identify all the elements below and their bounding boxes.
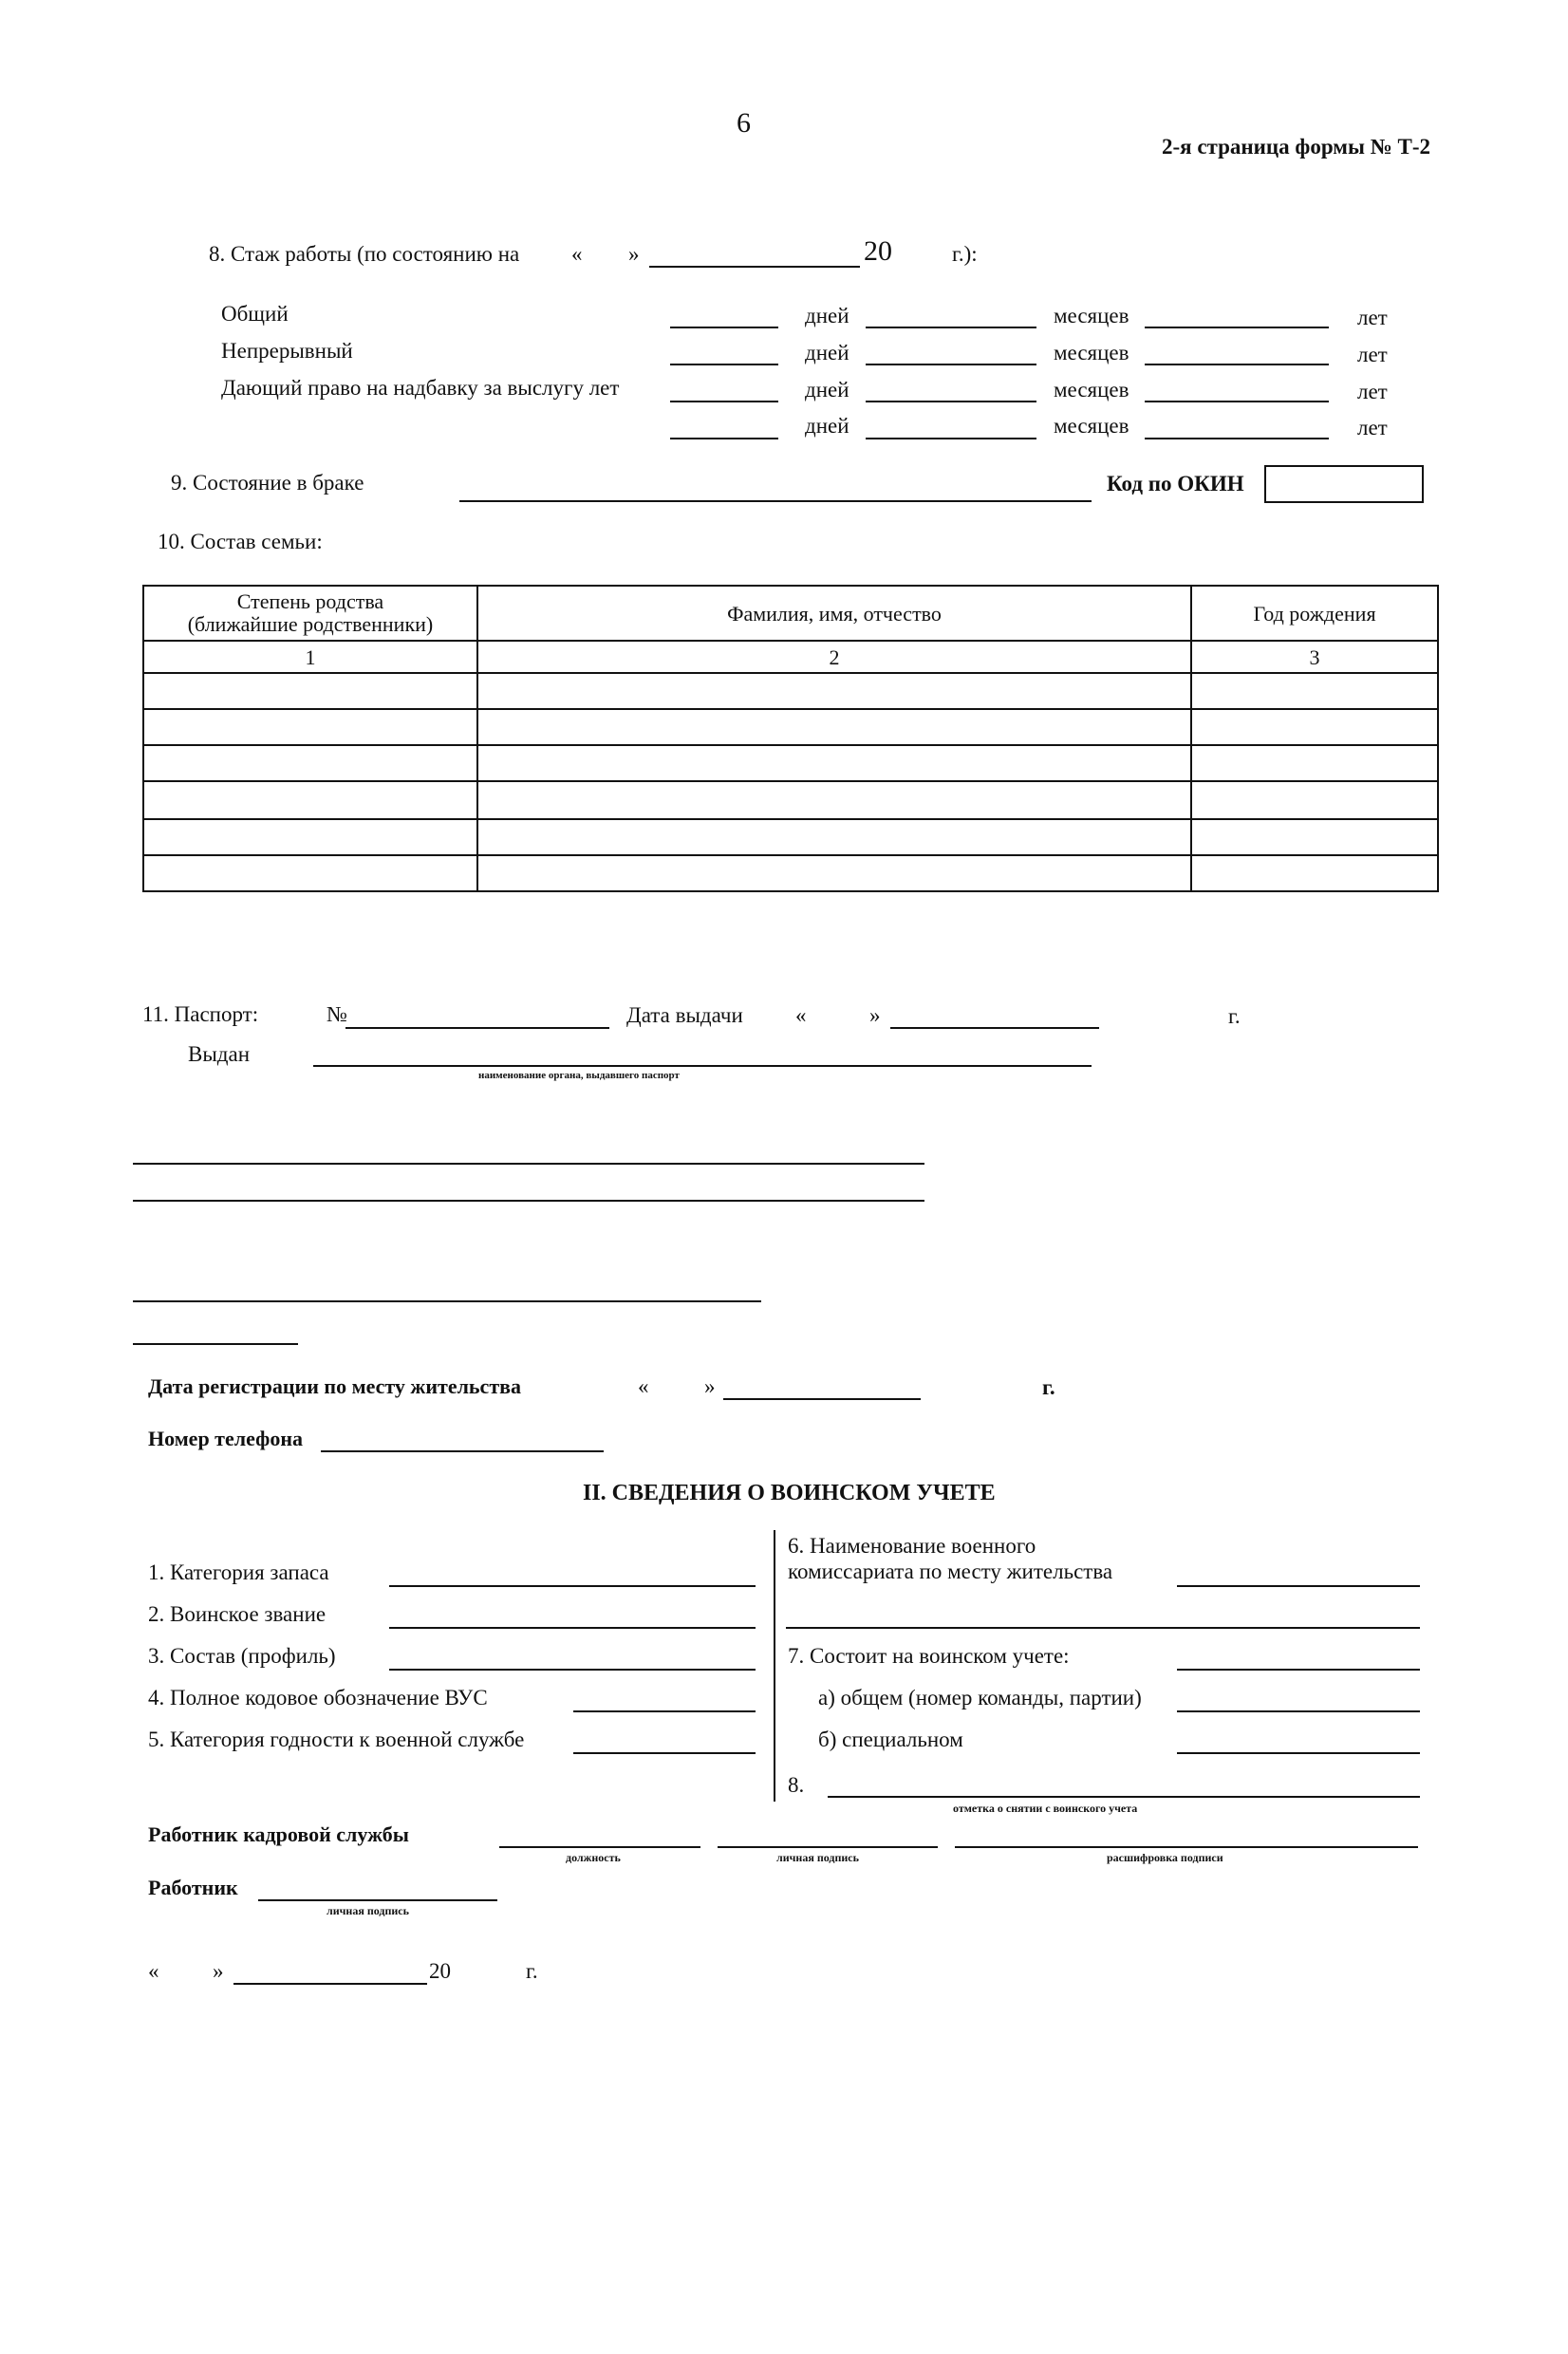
phone-label: Номер телефона xyxy=(148,1427,304,1450)
s8-quote-close: » xyxy=(628,242,640,266)
table-cell[interactable] xyxy=(477,745,1191,781)
issued-by-label: Выдан xyxy=(188,1042,251,1066)
date-year-suffix: г. xyxy=(526,1959,538,1983)
hr-worker-label: Работник кадровой службы xyxy=(148,1822,409,1846)
phone-field[interactable] xyxy=(321,1450,604,1452)
worker-signature-field[interactable] xyxy=(258,1899,497,1901)
table-cell[interactable] xyxy=(143,709,477,745)
s8-row-label: Дающий право на надбавку за выслугу лет xyxy=(221,376,620,400)
table-cell[interactable] xyxy=(1191,745,1438,781)
header-relationship: Степень родства (ближайшие родственники) xyxy=(143,586,477,641)
issued-by-caption: наименование органа, выдавшего паспорт xyxy=(478,1070,680,1081)
vus-code-field[interactable] xyxy=(573,1710,756,1712)
table-row xyxy=(143,673,1438,709)
s8-quote-open: « xyxy=(571,242,583,266)
s8-date-month-field[interactable] xyxy=(649,266,860,268)
general-registration-field[interactable] xyxy=(1177,1710,1420,1712)
table-cell[interactable] xyxy=(477,673,1191,709)
s11-label: 11. Паспорт: xyxy=(142,1002,259,1026)
s8-years-unit: лет xyxy=(1357,343,1388,366)
reserve-category-label: 1. Категория запаса xyxy=(148,1560,329,1584)
reserve-category-field[interactable] xyxy=(389,1585,756,1587)
table-row xyxy=(143,745,1438,781)
table-cell[interactable] xyxy=(143,819,477,855)
issue-year-suffix: г. xyxy=(1228,1004,1241,1028)
s8-months-field[interactable] xyxy=(866,438,1036,439)
extra-field-2[interactable] xyxy=(133,1343,298,1345)
s8-row-label: Общий xyxy=(221,302,289,326)
s8-days-unit: дней xyxy=(805,378,849,402)
s8-months-field[interactable] xyxy=(866,364,1036,365)
family-table xyxy=(142,585,1439,892)
s8-months-unit: месяцев xyxy=(1054,378,1129,402)
table-row xyxy=(143,855,1438,891)
s8-days-unit: дней xyxy=(805,304,849,327)
s8-years-unit: лет xyxy=(1357,416,1388,439)
page-number: 6 xyxy=(737,107,751,139)
header-full-name: Фамилия, имя, отчество xyxy=(477,586,1191,641)
okin-label: Код по ОКИН xyxy=(1107,472,1244,495)
table-cell[interactable] xyxy=(477,709,1191,745)
table-row xyxy=(143,819,1438,855)
col-number: 3 xyxy=(1191,641,1438,673)
hr-decoding-field[interactable] xyxy=(955,1846,1418,1848)
worker-signature-caption: личная подпись xyxy=(327,1904,409,1917)
table-cell[interactable] xyxy=(143,781,477,819)
military-heading: II. СВЕДЕНИЯ О ВОИНСКОМ УЧЕТЕ xyxy=(583,1481,996,1505)
header-birth-year: Год рождения xyxy=(1191,586,1438,641)
col-number: 1 xyxy=(143,641,477,673)
date-month-field[interactable] xyxy=(233,1983,427,1985)
table-cell[interactable] xyxy=(1191,709,1438,745)
table-cell[interactable] xyxy=(143,745,477,781)
issued-by-field-2[interactable] xyxy=(133,1163,924,1165)
commissariat-label-line1: 6. Наименование военного xyxy=(788,1534,1036,1558)
table-row xyxy=(143,781,1438,819)
issue-month-field[interactable] xyxy=(890,1027,1099,1029)
registration-quote-close: » xyxy=(704,1374,716,1398)
registered-field[interactable] xyxy=(1177,1669,1420,1671)
worker-label: Работник xyxy=(148,1876,238,1899)
extra-field-1[interactable] xyxy=(133,1300,761,1302)
military-rank-label: 2. Воинское звание xyxy=(148,1602,327,1626)
date-quote-close: » xyxy=(213,1959,224,1983)
deregistration-caption: отметка о снятии с воинского учета xyxy=(953,1802,1138,1815)
s8-days-field[interactable] xyxy=(670,438,778,439)
issue-date-label: Дата выдачи xyxy=(626,1003,743,1027)
date-quote-open: « xyxy=(148,1959,159,1983)
s8-label: 8. Стаж работы (по состоянию на xyxy=(209,242,520,266)
s8-year-prefix: 20 xyxy=(864,235,892,267)
s8-years-field[interactable] xyxy=(1145,327,1329,328)
registration-year-suffix: г. xyxy=(1042,1375,1055,1399)
military-column-divider xyxy=(774,1530,775,1802)
commissariat-field[interactable] xyxy=(1177,1585,1420,1587)
s8-days-field[interactable] xyxy=(670,364,778,365)
vus-code-label: 4. Полное кодовое обозначение ВУС xyxy=(148,1686,488,1709)
table-cell[interactable] xyxy=(477,819,1191,855)
table-cell[interactable] xyxy=(1191,673,1438,709)
s8-months-field[interactable] xyxy=(866,327,1036,328)
commissariat-field-2[interactable] xyxy=(786,1627,1420,1629)
s8-days-unit: дней xyxy=(805,414,849,438)
composition-field[interactable] xyxy=(389,1669,756,1671)
issued-by-field[interactable] xyxy=(313,1065,1092,1067)
s8-days-field[interactable] xyxy=(670,327,778,328)
table-cell[interactable] xyxy=(143,855,477,891)
table-cell[interactable] xyxy=(143,673,477,709)
s10-label: 10. Состав семьи: xyxy=(158,530,323,553)
fitness-category-field[interactable] xyxy=(573,1752,756,1754)
s8-years-unit: лет xyxy=(1357,380,1388,403)
s8-days-unit: дней xyxy=(805,341,849,364)
okin-code-box[interactable] xyxy=(1264,465,1424,503)
s8-days-field[interactable] xyxy=(670,401,778,402)
registration-quote-open: « xyxy=(638,1374,649,1398)
hr-decoding-caption: расшифровка подписи xyxy=(1107,1851,1223,1864)
s8-years-field[interactable] xyxy=(1145,438,1329,439)
s9-label: 9. Состояние в браке xyxy=(171,471,364,495)
deregistration-field[interactable] xyxy=(828,1796,1420,1798)
hr-position-caption: должность xyxy=(566,1851,621,1864)
table-row xyxy=(143,709,1438,745)
composition-label: 3. Состав (профиль) xyxy=(148,1644,336,1668)
hr-signature-field[interactable] xyxy=(718,1846,938,1848)
form-reference: 2-я страница формы № Т-2 xyxy=(1162,135,1431,159)
s8-years-field[interactable] xyxy=(1145,401,1329,402)
col-number: 2 xyxy=(477,641,1191,673)
date-year-prefix: 20 xyxy=(429,1959,451,1983)
s8-months-field[interactable] xyxy=(866,401,1036,402)
deregistration-label: 8. xyxy=(788,1773,805,1797)
marital-status-field[interactable] xyxy=(459,500,1092,502)
registration-month-field[interactable] xyxy=(723,1398,921,1400)
s8-months-unit: месяцев xyxy=(1054,341,1129,364)
hr-signature-caption: личная подпись xyxy=(776,1851,859,1864)
issue-quote-close: » xyxy=(869,1003,881,1027)
registered-label: 7. Состоит на воинском учете: xyxy=(788,1644,1070,1668)
s8-years-field[interactable] xyxy=(1145,364,1329,365)
issue-quote-open: « xyxy=(795,1003,807,1027)
table-cell[interactable] xyxy=(1191,855,1438,891)
s8-months-unit: месяцев xyxy=(1054,304,1129,327)
s8-year-suffix: г.): xyxy=(952,242,978,266)
registration-label: Дата регистрации по месту жительства xyxy=(148,1374,522,1398)
table-cell[interactable] xyxy=(1191,819,1438,855)
table-cell[interactable] xyxy=(477,781,1191,819)
general-registration-label: а) общем (номер команды, партии) xyxy=(818,1686,1142,1709)
table-cell[interactable] xyxy=(477,855,1191,891)
passport-number-field[interactable] xyxy=(345,1027,609,1029)
fitness-category-label: 5. Категория годности к военной службе xyxy=(148,1728,525,1751)
special-registration-label: б) специальном xyxy=(818,1728,963,1751)
s8-row-label: Непрерывный xyxy=(221,339,353,363)
issued-by-field-3[interactable] xyxy=(133,1200,924,1202)
hr-position-field[interactable] xyxy=(499,1846,700,1848)
table-cell[interactable] xyxy=(1191,781,1438,819)
commissariat-label-line2: комиссариата по месту жительства xyxy=(788,1560,1113,1583)
passport-number-sign: № xyxy=(327,1002,347,1026)
s8-months-unit: месяцев xyxy=(1054,414,1129,438)
s8-years-unit: лет xyxy=(1357,306,1388,329)
military-rank-field[interactable] xyxy=(389,1627,756,1629)
special-registration-field[interactable] xyxy=(1177,1752,1420,1754)
